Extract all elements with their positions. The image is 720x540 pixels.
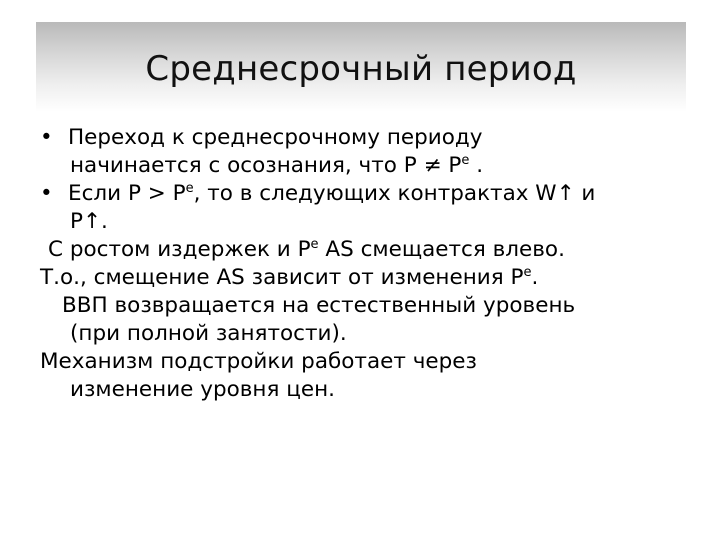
text-line: изменение уровня цен. xyxy=(70,377,336,402)
text-line: . xyxy=(531,265,539,290)
text-line: Механизм подстройки работает через xyxy=(40,349,477,374)
text-line: начинается с осознания, что P ≠ P xyxy=(70,153,462,178)
superscript-e: e xyxy=(310,237,319,252)
bullet-item-2-line-2 xyxy=(40,208,690,236)
text-line: , то в следующих контрактах W↑ и xyxy=(193,181,596,206)
title-band xyxy=(36,22,686,112)
text-line: AS смещается влево. xyxy=(318,237,565,262)
text-line: (при полной занятости). xyxy=(70,321,347,346)
slide-title: Среднесрочный период xyxy=(145,49,577,89)
paragraph-3 xyxy=(40,236,690,264)
paragraph-6-line-2 xyxy=(40,376,690,404)
bullet-dot-icon: • xyxy=(40,181,53,206)
text-line: Переход к среднесрочному периоду xyxy=(68,125,483,150)
paragraph-5-line-1 xyxy=(40,292,690,320)
text-line: . xyxy=(469,153,484,178)
superscript-e: e xyxy=(523,265,532,280)
bullet-item-1-line-1 xyxy=(40,124,690,152)
bullet-item-2-line-1 xyxy=(40,180,690,208)
bullet-item-1-line-2 xyxy=(40,152,690,180)
bullet-dot-icon: • xyxy=(40,125,53,150)
paragraph-4 xyxy=(40,264,690,292)
paragraph-6-line-1 xyxy=(40,348,690,376)
text-line: С ростом издержек и P xyxy=(48,237,311,262)
superscript-e: e xyxy=(185,181,194,196)
slide-body xyxy=(40,124,690,404)
text-line: Т.о., смещение AS зависит от изменения P xyxy=(40,265,524,290)
paragraph-5-line-2 xyxy=(40,320,690,348)
superscript-e: e xyxy=(461,153,470,168)
text-line: Если P > P xyxy=(68,181,186,206)
text-line: P↑. xyxy=(70,209,108,234)
text-line: ВВП возвращается на естественный уровень xyxy=(62,293,576,318)
